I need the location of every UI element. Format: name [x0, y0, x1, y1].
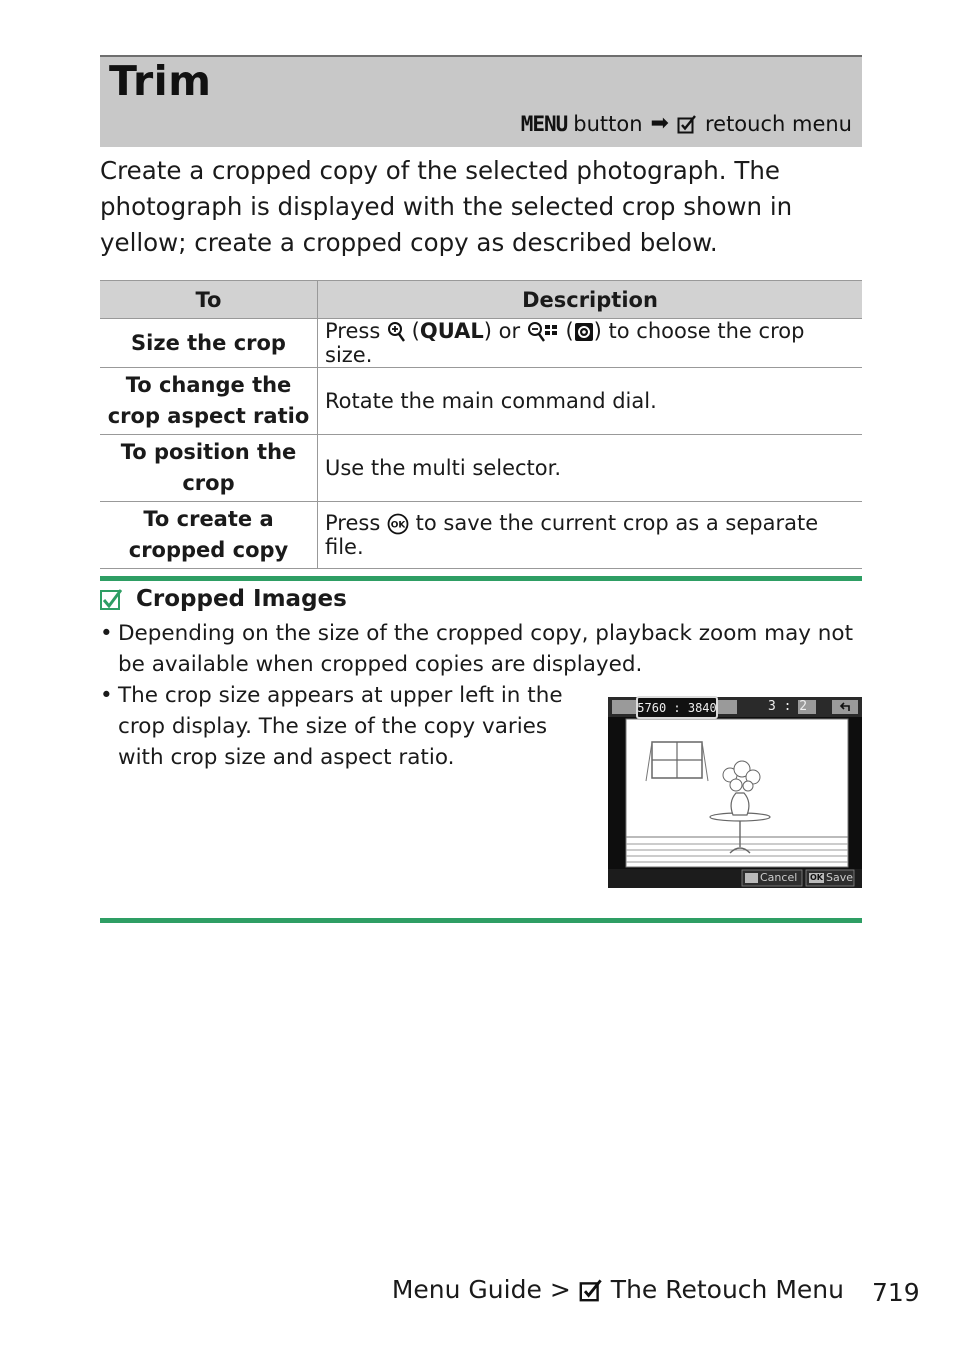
page-number: 719: [872, 1278, 920, 1307]
arrow-icon: ➡: [650, 111, 669, 136]
table-cell-to: To position the crop: [100, 435, 318, 502]
zoom-out-thumbnail-icon: [527, 321, 559, 343]
table-row: [100, 319, 862, 368]
desc-text: to save the current crop as a separate file.: [325, 511, 819, 559]
footer-separator: >: [549, 1275, 571, 1304]
ok-label: OK: [810, 873, 823, 882]
cancel-label: Cancel: [760, 871, 798, 884]
retouch-icon: [579, 1278, 603, 1302]
table-cell-to: To change the crop aspect ratio: [100, 368, 318, 435]
note-top-rule: [100, 576, 862, 581]
intro-paragraph: Create a cropped copy of the selected photograph. The photograph is displayed with the selected crop shown in yellow; create a cropped copy as described below.: [100, 156, 793, 257]
bullet-text: Depending on the size of the cropped copy, playback zoom may not be available when cropped copies are displayed.: [118, 621, 854, 677]
table-cell-description: Use the multi selector.: [318, 435, 863, 502]
table-cell-to: Size the crop: [100, 319, 318, 368]
table-cell-description: [318, 502, 863, 569]
bullet-text: The crop size appears at upper left in the crop display. The size of the copy varies with crop size and aspect ratio.: [118, 683, 563, 770]
table-header-to: To: [100, 281, 318, 319]
button-text: button: [573, 111, 643, 136]
aspect-ratio-text: 3 : 2: [768, 699, 808, 714]
footer-section: The Retouch Menu: [610, 1275, 844, 1304]
note-bullet: • The crop size appears at upper left in the crop display. The size of the copy varies with crop size and aspect ratio.: [100, 683, 563, 770]
desc-text: to choose the crop size.: [325, 319, 805, 367]
table-row: [100, 435, 862, 502]
note-title: Cropped Images: [136, 586, 347, 612]
ok-button-icon: [387, 513, 409, 535]
table-cell-description: Press (QUAL) or ( ) to choose the crop size.: [318, 319, 863, 368]
note-bottom-rule: [100, 918, 862, 923]
table-cell-to: To create a cropped copy: [100, 502, 318, 569]
table-row: [100, 502, 862, 569]
table-cell-description: Rotate the main command dial.: [318, 368, 863, 435]
table-header-description: Description: [318, 281, 863, 319]
footer-menu-guide: Menu Guide: [391, 1275, 542, 1304]
note-heading: [100, 586, 347, 612]
retouch-menu-text: retouch menu: [704, 111, 852, 136]
zoom-in-icon: [387, 321, 405, 343]
crop-size-readout: [636, 696, 718, 719]
controls-table: [100, 280, 862, 569]
page-title: Trim: [109, 57, 212, 105]
crop-display-screenshot: [608, 697, 862, 888]
qual-button-label: QUAL: [419, 319, 484, 343]
desc-text: or: [498, 319, 521, 343]
crop-display-illustration: [608, 697, 862, 888]
desc-text: Press: [325, 511, 381, 535]
menu-path: [521, 111, 852, 136]
check-box-icon: [100, 588, 122, 610]
crop-size-text: 5760 : 3840: [637, 700, 717, 715]
table-header-row: [100, 281, 862, 319]
retouch-icon: [677, 114, 697, 134]
metering-icon: [574, 322, 594, 342]
table-row: [100, 368, 862, 435]
svg-text:OK: OK: [390, 520, 406, 531]
desc-text: Press: [325, 319, 381, 343]
footer-breadcrumb: [392, 1275, 844, 1304]
menu-button-label: MENU: [520, 111, 568, 136]
save-label: Save: [826, 871, 854, 884]
section-header: [100, 55, 862, 147]
note-bullet: • Depending on the size of the cropped copy, playback zoom may not be available when cropped copies are displayed.: [100, 621, 854, 677]
